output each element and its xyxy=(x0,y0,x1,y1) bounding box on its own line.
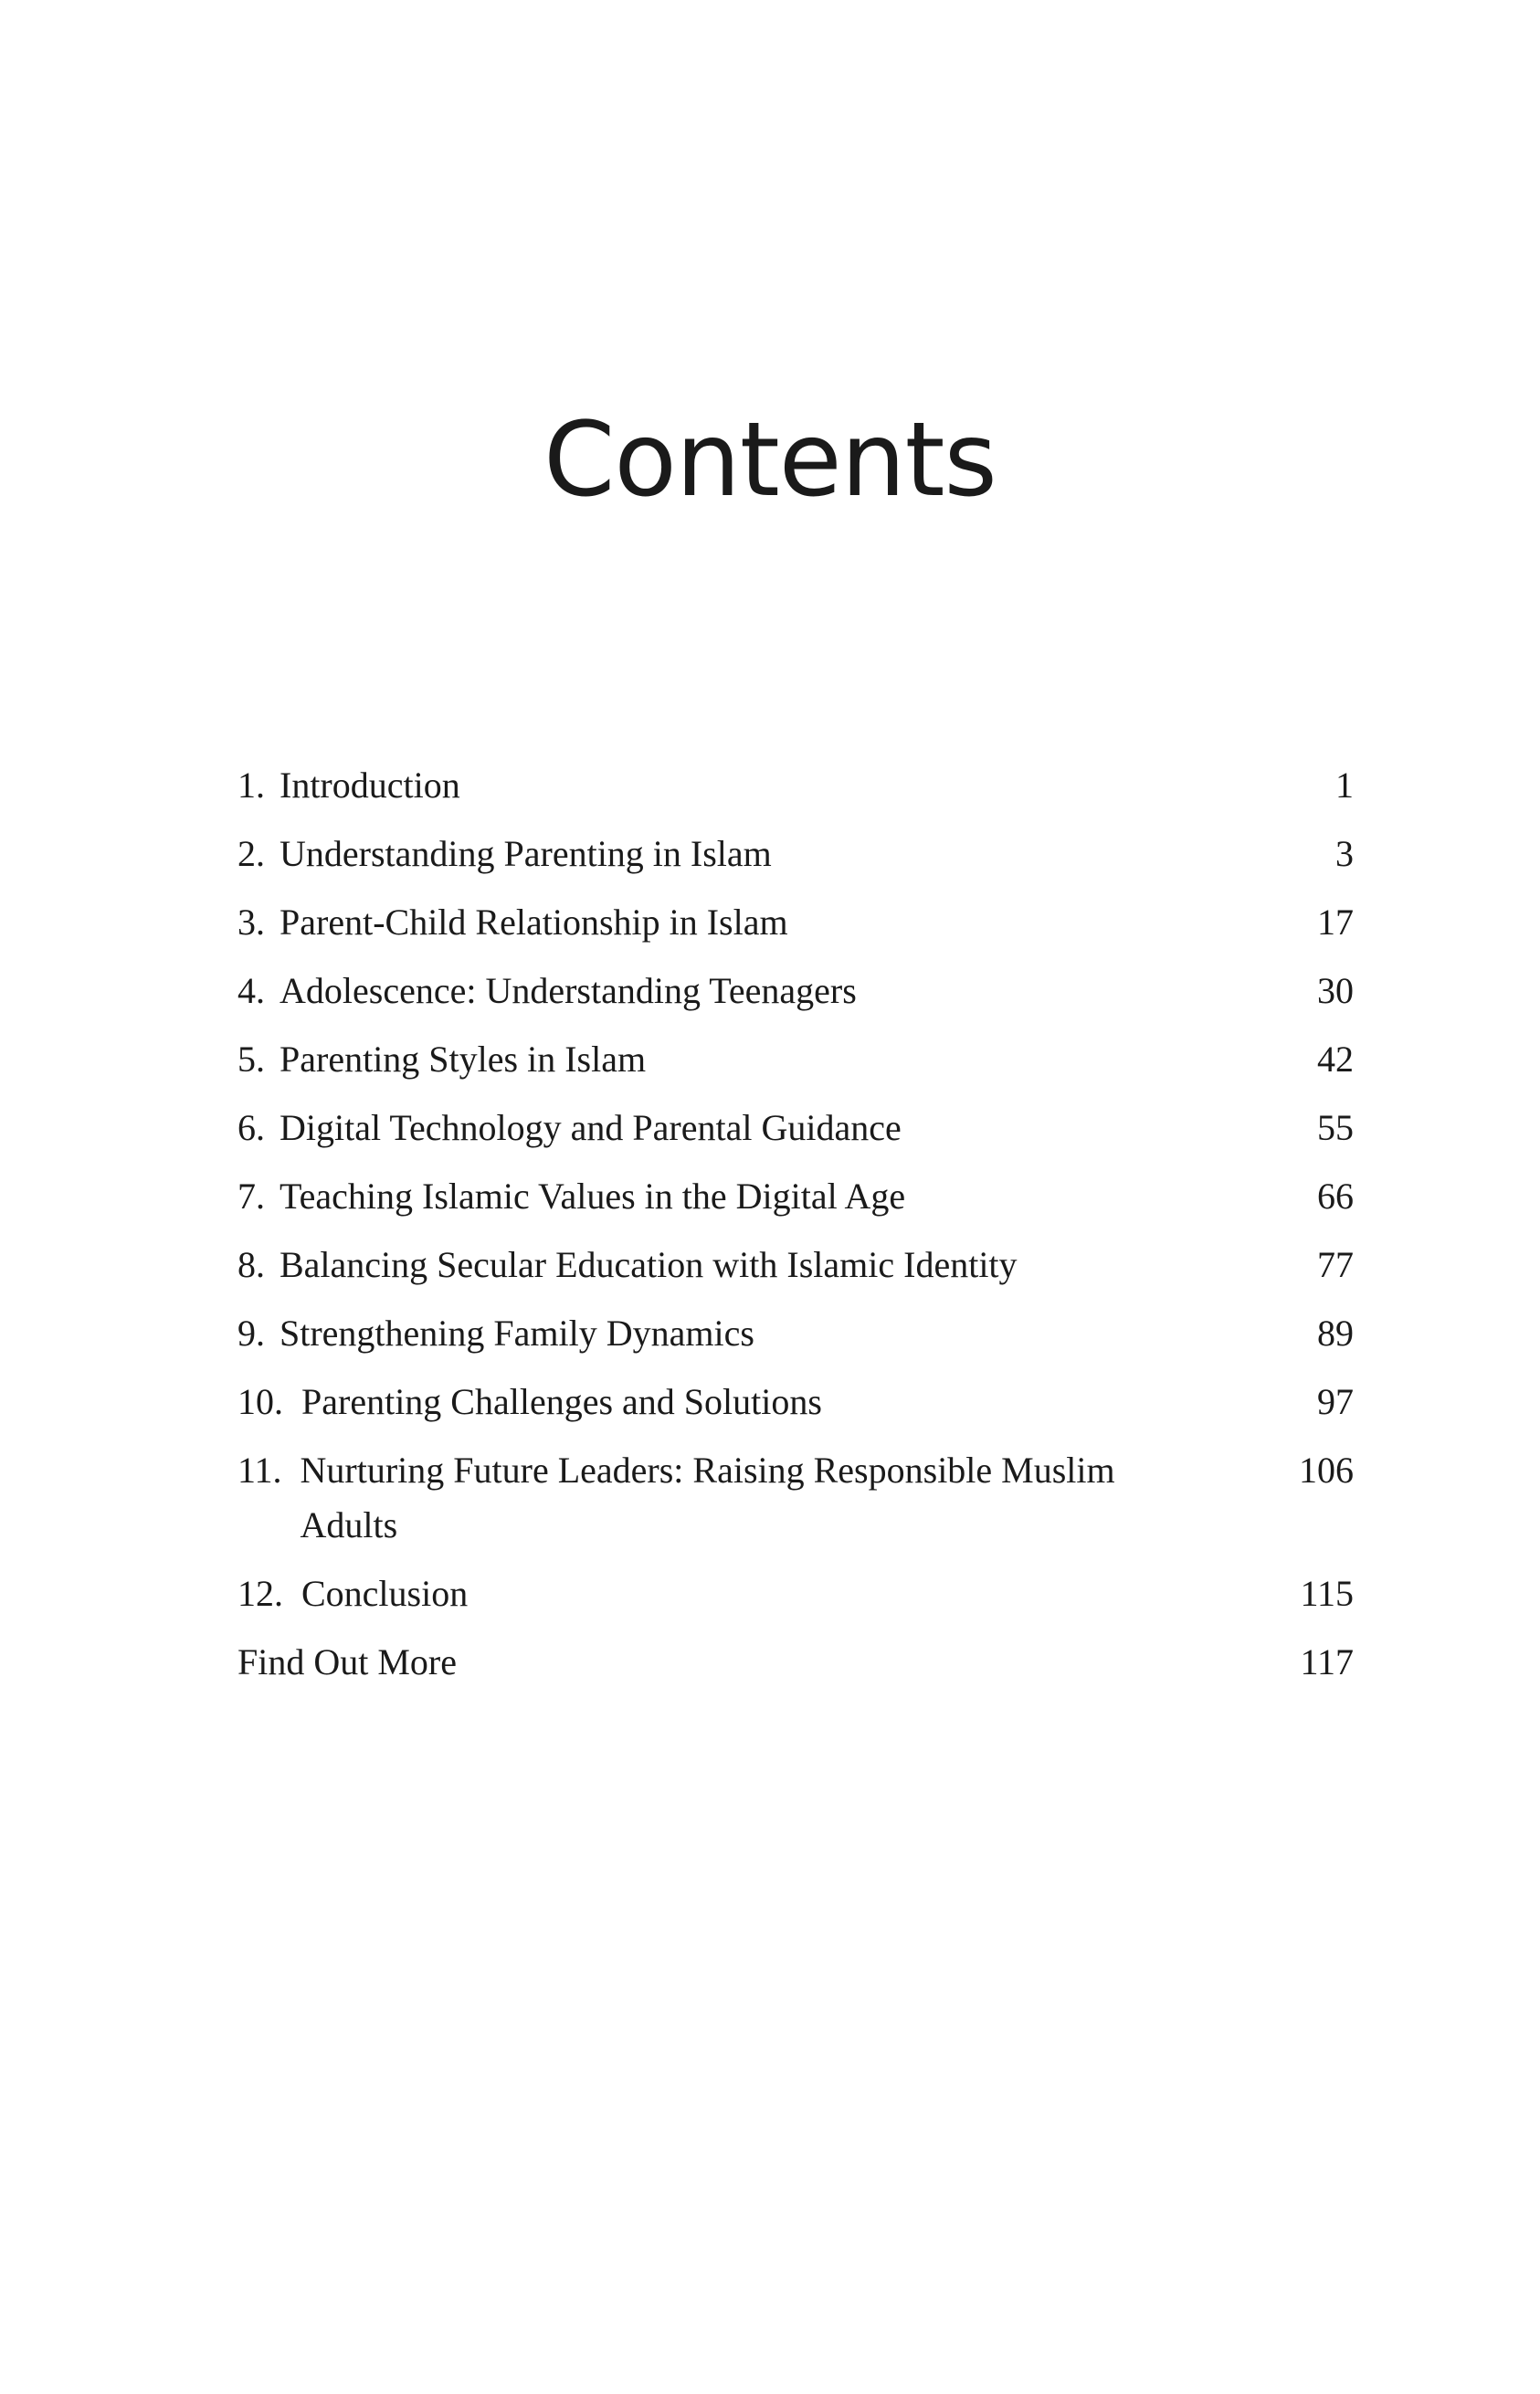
toc-entry-number: 2. xyxy=(237,833,265,874)
toc-entry-strengthening-family[interactable] xyxy=(237,1306,1354,1375)
toc-entry-page: 115 xyxy=(1300,1573,1354,1614)
toc-entry-number: 7. xyxy=(237,1176,265,1217)
toc-entry-title: Parenting Challenges and Solutions xyxy=(301,1381,822,1422)
toc-entry-parent-child-relationship[interactable] xyxy=(237,895,1354,964)
toc-entry-number: 9. xyxy=(237,1313,265,1354)
toc-entry-title: Find Out More xyxy=(237,1641,457,1682)
toc-entry-number: 6. xyxy=(237,1107,265,1148)
toc-entry-title: Nurturing Future Leaders: Raising Responsible Muslim Adults xyxy=(300,1450,1115,1545)
toc-entry-page: 77 xyxy=(1317,1244,1354,1285)
toc-entry-title: Digital Technology and Parental Guidance xyxy=(280,1107,902,1148)
toc-entry-teaching-islamic-values[interactable] xyxy=(237,1169,1354,1238)
toc-entry-nurturing-future-leaders[interactable] xyxy=(237,1443,1354,1566)
toc-entry-digital-technology[interactable] xyxy=(237,1101,1354,1169)
toc-entry-introduction[interactable] xyxy=(237,758,1354,827)
toc-entry-page: 1 xyxy=(1335,765,1354,806)
page-title: Contents xyxy=(543,401,997,520)
table-of-contents xyxy=(237,758,1354,1703)
toc-entry-title: Adolescence: Understanding Teenagers xyxy=(280,970,857,1011)
toc-entry-conclusion[interactable] xyxy=(237,1566,1354,1635)
toc-entry-page: 117 xyxy=(1300,1641,1354,1682)
toc-entry-page: 3 xyxy=(1335,833,1354,874)
toc-entry-title: Teaching Islamic Values in the Digital Age xyxy=(280,1176,906,1217)
toc-entry-number: 3. xyxy=(237,902,265,943)
toc-entry-page: 42 xyxy=(1317,1039,1354,1080)
toc-entry-page: 17 xyxy=(1317,902,1354,943)
toc-entry-number: 5. xyxy=(237,1039,265,1080)
toc-entry-page: 30 xyxy=(1317,970,1354,1011)
toc-entry-number: 4. xyxy=(237,970,265,1011)
toc-entry-number: 8. xyxy=(237,1244,265,1285)
toc-entry-number: 11. xyxy=(237,1450,282,1491)
toc-entry-balancing-secular-education[interactable] xyxy=(237,1238,1354,1306)
toc-entry-title: Parent-Child Relationship in Islam xyxy=(280,902,788,943)
toc-entry-title: Parenting Styles in Islam xyxy=(280,1039,647,1080)
toc-entry-page: 66 xyxy=(1317,1176,1354,1217)
toc-entry-title: Strengthening Family Dynamics xyxy=(280,1313,754,1354)
toc-entry-title: Introduction xyxy=(280,765,460,806)
toc-entry-page: 55 xyxy=(1317,1107,1354,1148)
toc-entry-page: 97 xyxy=(1317,1381,1354,1422)
toc-entry-page: 89 xyxy=(1317,1313,1354,1354)
toc-entry-understanding-parenting[interactable] xyxy=(237,827,1354,895)
toc-entry-title: Understanding Parenting in Islam xyxy=(280,833,772,874)
toc-entry-parenting-challenges[interactable] xyxy=(237,1375,1354,1443)
toc-entry-parenting-styles[interactable] xyxy=(237,1032,1354,1101)
toc-entry-find-out-more[interactable] xyxy=(237,1635,1354,1703)
toc-entry-title: Balancing Secular Education with Islamic Identity xyxy=(280,1244,1018,1285)
toc-entry-number: 12. xyxy=(237,1573,283,1614)
toc-entry-title: Conclusion xyxy=(301,1573,469,1614)
toc-entry-page: 106 xyxy=(1299,1450,1354,1491)
toc-entry-adolescence[interactable] xyxy=(237,964,1354,1032)
toc-entry-number: 1. xyxy=(237,765,265,806)
toc-entry-number: 10. xyxy=(237,1381,283,1422)
